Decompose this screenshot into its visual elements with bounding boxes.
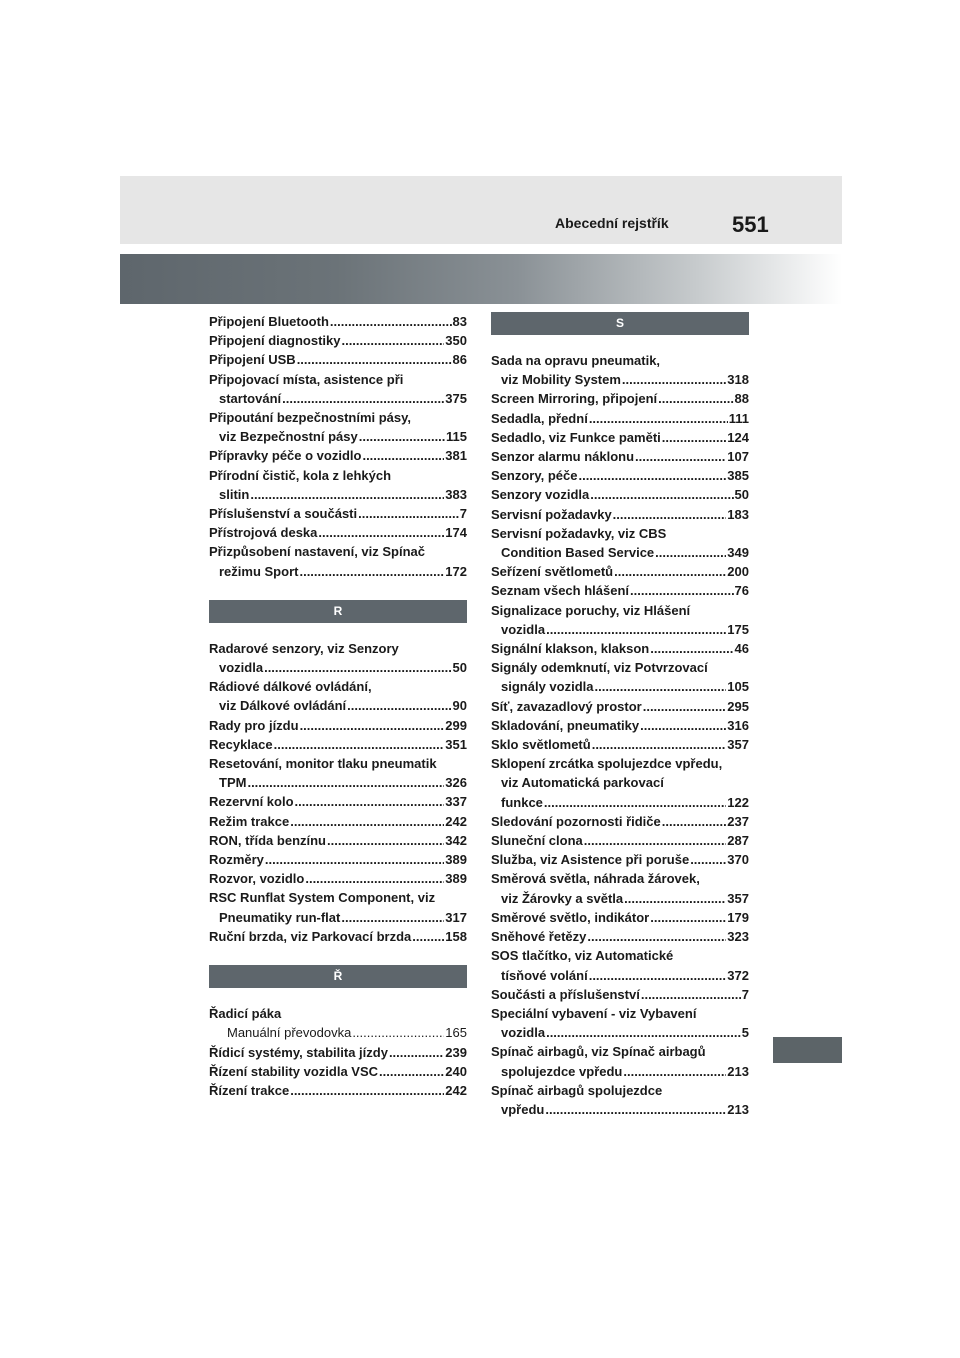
index-entry-continuation <box>209 562 467 581</box>
index-entry-line <box>491 908 749 927</box>
index-entry-page: 389 <box>445 871 467 887</box>
index-entry-line <box>209 850 467 869</box>
index-entry-page: 122 <box>727 794 749 810</box>
index-entry-page: 317 <box>445 909 467 925</box>
index-entry <box>209 1062 467 1081</box>
index-entry-text: Sledování pozornosti řidiče <box>491 813 661 829</box>
index-entry-page: 183 <box>727 506 749 522</box>
index-entry-text: Řízení stability vozidla VSC <box>209 1063 379 1079</box>
index-entry-page: 375 <box>445 390 467 406</box>
index-entry <box>491 562 749 581</box>
page-title: Abecední rejstřík <box>555 215 669 231</box>
index-entry <box>491 658 749 696</box>
index-entry-text: Senzory, péče <box>491 468 578 484</box>
index-entry-line <box>209 639 467 658</box>
index-entry-page: 237 <box>727 813 749 829</box>
index-entry-page: 350 <box>445 333 467 349</box>
index-entry-text: Síť, zavazadlový prostor <box>491 698 642 714</box>
index-entry-continuation <box>209 696 467 715</box>
section-r-caron-entry-list <box>209 1043 467 1101</box>
index-entry <box>209 504 467 523</box>
index-entry-page: 372 <box>727 967 749 983</box>
index-entry-line <box>491 601 749 620</box>
index-entry-text: Rádiové dálkové ovládání, <box>209 679 372 695</box>
index-entry <box>491 428 749 447</box>
index-entry-line <box>491 812 749 831</box>
index-entry-page: 240 <box>445 1063 467 1079</box>
index-entry-text: slitin <box>219 486 250 502</box>
index-entry-page: 124 <box>727 429 749 445</box>
index-entry <box>209 408 467 446</box>
index-entry-line <box>209 331 467 350</box>
index-entry <box>209 754 467 792</box>
index-entry-text: Spínač airbagů, viz Spínač airbagů <box>491 1044 706 1060</box>
index-entry <box>209 542 467 580</box>
index-entry-text: Rozměry <box>209 852 264 868</box>
index-entry <box>209 350 467 369</box>
index-entry-line <box>491 716 749 735</box>
index-entry-page: 50 <box>452 660 467 676</box>
index-entry-page: 370 <box>727 852 749 868</box>
index-entry-line <box>209 523 467 542</box>
index-entry <box>209 850 467 869</box>
index-entry-page: 90 <box>452 698 467 714</box>
index-entry-line <box>491 447 749 466</box>
index-entry <box>491 831 749 850</box>
index-entry-continuation <box>491 1100 749 1119</box>
index-entry-page: 242 <box>445 1082 467 1098</box>
index-entry-line <box>491 869 749 888</box>
index-entry-page: 337 <box>445 794 467 810</box>
index-entry-text: Pneumatiky run-flat <box>219 909 341 925</box>
index-entry-text: Režim trakce <box>209 813 290 829</box>
section-heading-r: R <box>209 600 467 623</box>
index-entry-page: 295 <box>727 698 749 714</box>
index-entry-line <box>209 927 467 946</box>
index-entry-text: vozidla <box>219 660 264 676</box>
index-entry-page: 83 <box>452 314 467 329</box>
index-entry-text: Resetování, monitor tlaku pneumatik <box>209 756 437 772</box>
index-entry-text: Signály odemknutí, viz Potvrzovací <box>491 660 708 676</box>
index-entry-text: Směrové světlo, indikátor <box>491 909 650 925</box>
index-entry-page: 326 <box>445 775 467 791</box>
index-entry-line <box>491 351 749 370</box>
index-entry <box>491 389 749 408</box>
section-banner <box>120 254 842 304</box>
index-entry-line <box>491 831 749 850</box>
index-entry <box>209 1043 467 1062</box>
index-entry-line <box>209 1081 467 1100</box>
index-entry-text: viz Mobility System <box>501 372 621 388</box>
index-entry-page: 86 <box>452 352 467 368</box>
index-entry <box>491 409 749 428</box>
index-entry-text: viz Žárovky a světla <box>501 890 624 906</box>
index-entry <box>491 1042 749 1080</box>
sub-entry-page: 165 <box>445 1025 467 1041</box>
index-entry-continuation <box>491 620 749 639</box>
index-entry-continuation <box>491 370 749 389</box>
index-entry <box>491 869 749 907</box>
index-entry-line <box>209 812 467 831</box>
index-entry <box>491 601 749 639</box>
section-heading-r-caron: Ř <box>209 965 467 988</box>
index-entry-line <box>491 639 749 658</box>
index-entry-page: 381 <box>445 448 467 464</box>
index-entry-text: Sedadla, přední <box>491 410 588 426</box>
index-entry-text: tísňové volání <box>501 967 588 983</box>
index-entry-text: viz Bezpečnostní pásy <box>219 429 358 445</box>
index-entry-page: 107 <box>727 449 749 465</box>
index-entry-line <box>491 985 749 1004</box>
index-entry-line <box>491 428 749 447</box>
index-entry <box>491 581 749 600</box>
index-entry-text: Služba, viz Asistence při poruše <box>491 852 690 868</box>
index-entry-page: 383 <box>445 486 467 502</box>
index-entry-line <box>209 1043 467 1062</box>
section-heading-s: S <box>491 312 749 335</box>
index-entry <box>209 735 467 754</box>
index-entry <box>491 946 749 984</box>
index-entry-text: Screen Mirroring, připojení <box>491 391 658 407</box>
index-entry-line <box>209 754 467 773</box>
index-entry <box>491 524 749 562</box>
index-entry-page: 351 <box>445 736 467 752</box>
index-entry-line <box>491 1042 749 1061</box>
index-entry <box>491 908 749 927</box>
index-entry-text: Spínač airbagů spolujezdce <box>491 1082 663 1098</box>
index-entry <box>209 466 467 504</box>
index-entry-text: vozidla <box>501 1025 546 1041</box>
index-entry-text: TPM <box>219 775 247 791</box>
index-entry <box>491 850 749 869</box>
index-entry-page: 7 <box>459 506 467 522</box>
index-entry-line <box>491 389 749 408</box>
index-entry-text: Sněhové řetězy <box>491 929 587 945</box>
index-entry-text: Připojení diagnostiky <box>209 333 341 349</box>
index-entry-page: 50 <box>734 487 749 503</box>
index-entry-text: startování <box>219 390 282 406</box>
index-entry-text: Přizpůsobení nastavení, viz Spínač <box>209 544 426 560</box>
index-sub-entry <box>209 1023 467 1042</box>
index-entry-text: viz Dálkové ovládání <box>219 698 347 714</box>
index-entry-continuation <box>209 485 467 504</box>
intro-entry-list <box>209 312 467 581</box>
index-entry-page: 349 <box>727 545 749 561</box>
index-entry <box>209 370 467 408</box>
index-entry-page: 5 <box>741 1025 749 1041</box>
index-entry-continuation <box>491 1023 749 1042</box>
index-entry-continuation <box>491 543 749 562</box>
index-entry-text: Připojení USB <box>209 352 296 368</box>
index-entry-page: 111 <box>728 410 749 426</box>
index-entry <box>491 927 749 946</box>
index-entry-continuation <box>209 773 467 792</box>
index-entry-text: Rady pro jízdu <box>209 717 299 733</box>
index-entry <box>491 485 749 504</box>
index-entry <box>209 446 467 465</box>
index-entry-text: Seznam všech hlášení <box>491 583 630 599</box>
index-entry-page: 105 <box>727 679 749 695</box>
index-entry <box>491 735 749 754</box>
index-entry-page: 385 <box>727 468 749 484</box>
index-entry <box>209 312 467 331</box>
index-entry <box>491 697 749 716</box>
index-entry-line <box>209 792 467 811</box>
thumb-index-tab <box>773 1037 842 1063</box>
right-column <box>491 312 749 1119</box>
index-entry-continuation <box>209 908 467 927</box>
index-entry-page: 342 <box>445 832 467 848</box>
index-entry-text: Senzory vozidla <box>491 487 590 503</box>
index-entry-text: SOS tlačítko, viz Automatické <box>491 948 674 964</box>
index-entry-page: 158 <box>445 928 467 944</box>
index-entry-page: 318 <box>727 372 749 388</box>
index-entry-continuation <box>209 658 467 677</box>
index-entry-page: 179 <box>727 909 749 925</box>
index-entry-text: Signalizace poruchy, viz Hlášení <box>491 602 691 618</box>
index-entry-page: 389 <box>445 852 467 868</box>
index-entry-continuation <box>209 389 467 408</box>
index-entry <box>209 1081 467 1100</box>
index-entry-page: 172 <box>445 563 467 579</box>
index-entry <box>209 927 467 946</box>
index-entry-text: Rozvor, vozidlo <box>209 871 305 887</box>
index-entry-line <box>209 466 467 485</box>
index-entry <box>491 639 749 658</box>
index-entry-line <box>491 1081 749 1100</box>
index-entry-continuation <box>491 966 749 985</box>
index-entry-page: 242 <box>445 813 467 829</box>
index-entry-continuation <box>491 773 749 792</box>
index-entry <box>209 523 467 542</box>
index-entry-text: Seřízení světlometů <box>491 564 614 580</box>
index-entry-text: Rezervní kolo <box>209 794 294 810</box>
index-entry-text: Připoutání bezpečnostními pásy, <box>209 410 412 426</box>
index-entry-text: Příslušenství a součásti <box>209 506 358 522</box>
index-entry-page: 357 <box>727 890 749 906</box>
index-entry-page: 76 <box>734 583 749 599</box>
index-entry-line <box>491 946 749 965</box>
index-entry-text: Připojovací místa, asistence při <box>209 371 404 387</box>
index-entry-page: 7 <box>741 986 749 1002</box>
index-entry-text: Recyklace <box>209 736 273 752</box>
index-entry-page: 174 <box>445 525 467 541</box>
index-entry-text: vpředu <box>501 1101 545 1117</box>
index-entry-continuation <box>491 1062 749 1081</box>
index-entry-text: Skladování, pneumatiky <box>491 717 640 733</box>
index-entry-text: spolujezdce vpředu <box>501 1063 623 1079</box>
index-entry <box>209 812 467 831</box>
index-entry-line <box>491 485 749 504</box>
index-entry <box>209 716 467 735</box>
index-entry-text: Senzor alarmu náklonu <box>491 449 635 465</box>
index-entry-page: 323 <box>727 929 749 945</box>
index-entry-text: Připojení Bluetooth <box>209 314 329 329</box>
index-entry-page: 357 <box>727 737 749 753</box>
index-entry-continuation <box>491 889 749 908</box>
index-entry-line <box>491 505 749 524</box>
index-entry-page: 88 <box>734 391 749 407</box>
index-entry-line <box>209 542 467 561</box>
index-entry-text: Sedadlo, viz Funkce paměti <box>491 429 661 445</box>
index-entry-text: Sklopení zrcátka spolujezdce vpředu, <box>491 756 723 772</box>
index-entry-page: 175 <box>727 621 749 637</box>
index-entry <box>491 1081 749 1119</box>
index-entry-page: 287 <box>727 833 749 849</box>
index-entry-page: 46 <box>734 641 749 657</box>
index-entry-line <box>209 716 467 735</box>
index-entry-page: 115 <box>446 429 467 445</box>
index-entry-text: Sklo světlometů <box>491 737 591 753</box>
index-entry-text: RON, třída benzínu <box>209 832 326 848</box>
index-entry <box>209 1004 467 1042</box>
index-entry-text: Servisní požadavky, viz CBS <box>491 525 667 541</box>
index-entry-text: funkce <box>501 794 543 810</box>
index-entry-line <box>209 408 467 427</box>
index-entry-line <box>491 754 749 773</box>
index-entry-line <box>209 888 467 907</box>
index-entry-line <box>491 850 749 869</box>
index-entry-continuation <box>209 427 467 446</box>
index-entry-line <box>209 1062 467 1081</box>
left-column <box>209 312 467 1100</box>
index-entry-page: 213 <box>727 1101 749 1117</box>
index-entry-page: 213 <box>727 1063 749 1079</box>
index-entry <box>209 831 467 850</box>
index-entry-line <box>209 350 467 369</box>
index-entry <box>491 351 749 389</box>
index-entry-text: Přístrojová deska <box>209 525 318 541</box>
index-entry <box>491 754 749 812</box>
index-entry-line <box>491 735 749 754</box>
index-entry-line <box>491 562 749 581</box>
section-s-entry-list <box>491 351 749 1119</box>
index-entry <box>491 466 749 485</box>
index-entry-continuation <box>491 793 749 812</box>
index-entry-line <box>491 409 749 428</box>
index-entry-text: režimu Sport <box>219 563 299 579</box>
index-entry-page: 299 <box>445 717 467 733</box>
index-entry-line <box>491 524 749 543</box>
index-entry-text: Řídicí systémy, stabilita jízdy <box>209 1044 388 1060</box>
section-r-entry-list <box>209 639 467 946</box>
index-entry-line <box>209 869 467 888</box>
index-entry-line <box>491 658 749 677</box>
index-entry-text: Sada na opravu pneumatik, <box>491 353 661 368</box>
index-entry-text: signály vozidla <box>501 679 594 695</box>
index-entry-page: 200 <box>727 564 749 580</box>
index-entry <box>491 812 749 831</box>
index-entry-text: Servisní požadavky <box>491 506 612 522</box>
index-entry-text: Ruční brzda, viz Parkovací brzda <box>209 928 412 944</box>
index-entry-text: Signální klakson, klakson <box>491 641 650 657</box>
index-entry-line <box>209 370 467 389</box>
index-entry-line <box>209 677 467 696</box>
index-entry-title: Řadicí páka <box>209 1006 282 1022</box>
index-entry-text: viz Automatická parkovací <box>501 775 664 791</box>
index-entry-page: 239 <box>445 1044 467 1060</box>
index-entry-text: RSC Runflat System Component, viz <box>209 890 436 906</box>
index-entry-text: Radarové senzory, viz Senzory <box>209 640 399 656</box>
index-entry-line <box>209 312 467 331</box>
index-entry <box>209 639 467 677</box>
index-entry <box>491 985 749 1004</box>
index-entry-text: vozidla <box>501 621 546 637</box>
page-number: 551 <box>732 212 769 237</box>
index-entry <box>209 869 467 888</box>
index-entry-text: Condition Based Service <box>501 545 655 561</box>
index-entry-text: Speciální vybavení - viz Vybavení <box>491 1005 697 1021</box>
index-entry <box>491 716 749 735</box>
index-entry-text: Součásti a příslušenství <box>491 986 640 1002</box>
index-entry <box>491 505 749 524</box>
index-entry <box>209 331 467 350</box>
index-entry-line <box>491 466 749 485</box>
index-entry-text: Směrová světla, náhrada žárovek, <box>491 871 700 887</box>
index-entry-text: Přípravky péče o vozidlo <box>209 448 362 464</box>
index-entry <box>209 888 467 926</box>
index-entry-text: Sluneční clona <box>491 833 583 849</box>
index-entry-line <box>209 831 467 850</box>
index-entry-line <box>209 446 467 465</box>
sub-entry-text: Manuální převodovka <box>227 1025 352 1041</box>
index-entry <box>209 792 467 811</box>
index-entry <box>491 1004 749 1042</box>
index-entry-text: Přírodní čistič, kola z lehkých <box>209 467 392 483</box>
index-entry-line <box>491 581 749 600</box>
index-entry-line <box>491 697 749 716</box>
index-entry-line <box>209 504 467 523</box>
index-entry-line <box>209 735 467 754</box>
index-entry <box>209 677 467 715</box>
index-entry-page: 316 <box>727 717 749 733</box>
index-entry-continuation <box>491 677 749 696</box>
index-entry-line <box>491 927 749 946</box>
index-entry <box>491 447 749 466</box>
index-entry-text: Řízení trakce <box>209 1082 290 1098</box>
index-entry-line <box>491 1004 749 1023</box>
